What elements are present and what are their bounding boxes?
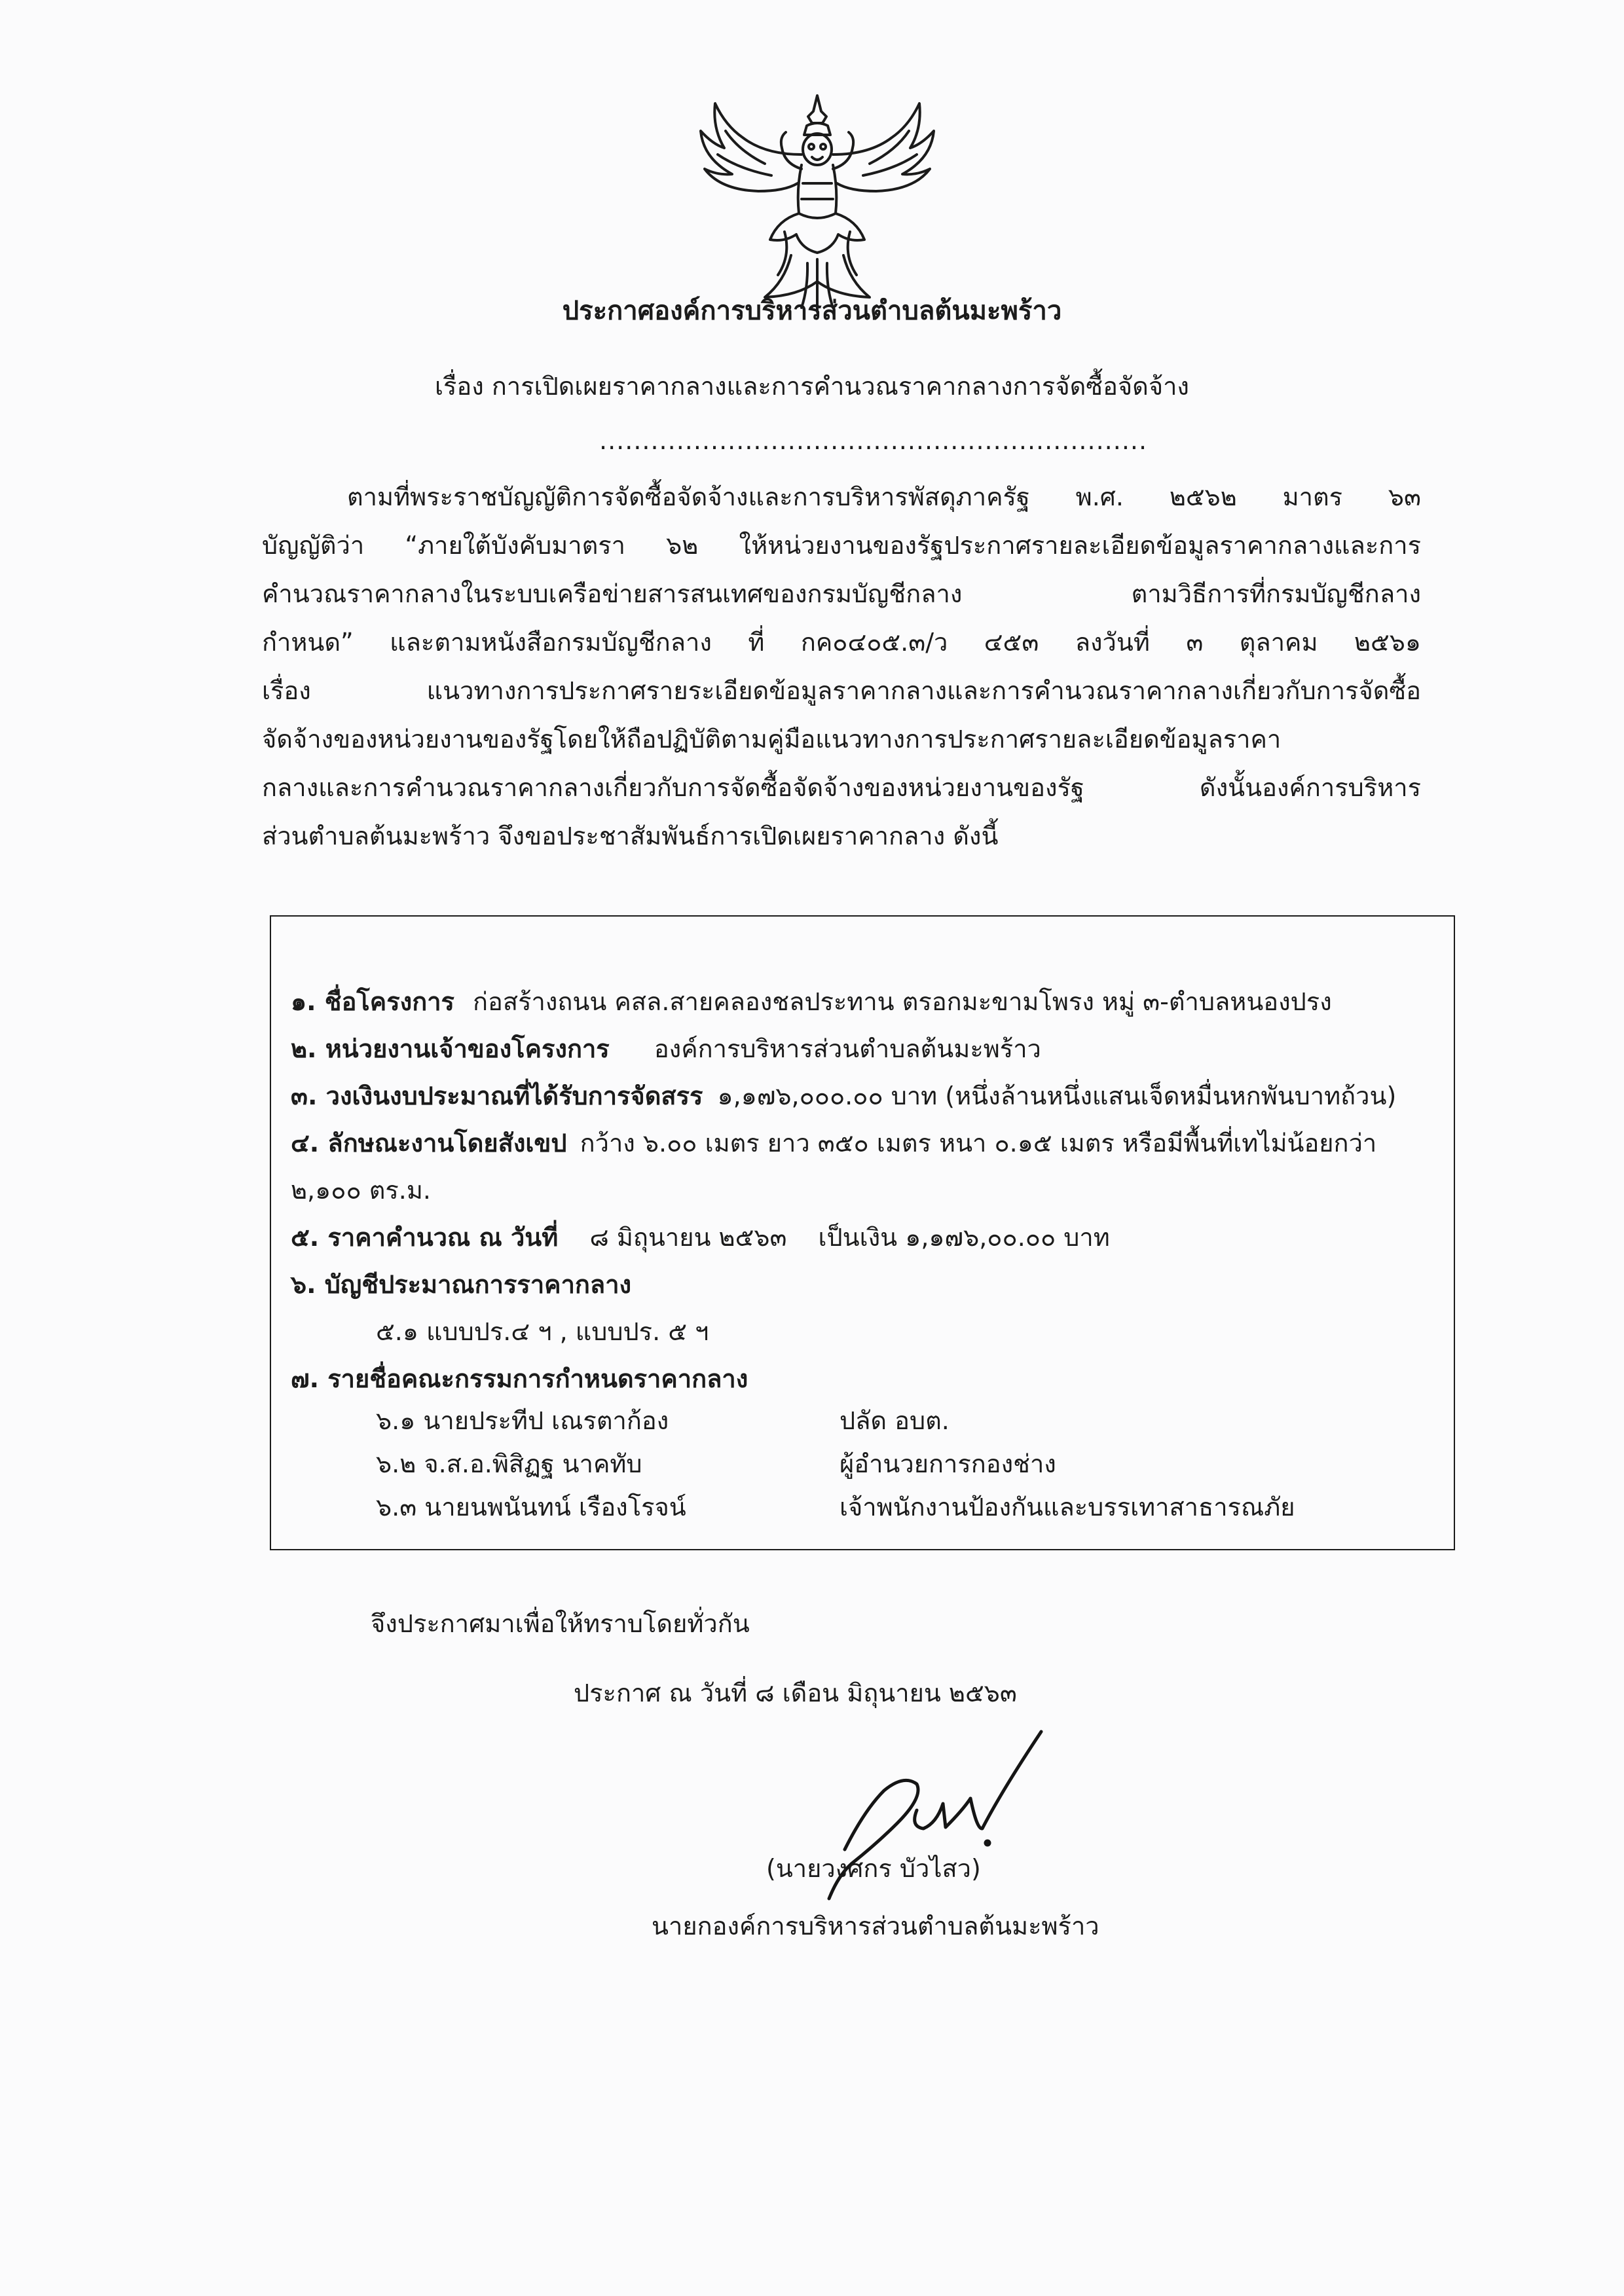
detail-owner-agency	[291, 1029, 1041, 1068]
body-line: ส่วนตำบลต้นมะพร้าว จึงขอประชาสัมพันธ์การเปิดเผยราคากลาง ดังนี้	[262, 822, 999, 850]
announcement-date: ประกาศ ณ วันที่ ๘ เดือน มิถุนายน ๒๕๖๓	[574, 1679, 1017, 1707]
body-paragraph	[262, 473, 1421, 860]
committee-member-position: เจ้าพนักงานป้องกันและบรรเทาสาธารณภัย	[840, 1493, 1295, 1522]
body-line: บัญญัติว่า “ภายใต้บังคับมาตรา ๖๒ ให้หน่วยงานของรัฐประกาศรายละเอียดข้อมูลราคากลางและการ	[262, 531, 1421, 560]
detail-value: ๑,๑๗๖,๐๐๐.๐๐ บาท (หนึ่งล้านหนึ่งแสนเจ็ดหมื่นหกพันบาทถ้วน)	[717, 1082, 1397, 1110]
detail-value: กว้าง ๖.๐๐ เมตร ยาว ๓๕๐ เมตร หนา ๐.๑๕ เมตร หรือมีพื้นที่เทไม่น้อยกว่า	[580, 1129, 1377, 1157]
body-line: กลางและการคำนวณราคากลางเกี่ยวกับการจัดซื้อจัดจ้างของหน่วยงานของรัฐ ดังนั้นองค์การบริหาร	[262, 773, 1421, 802]
detail-label: ๗. รายชื่อคณะกรรมการกำหนดราคากลาง	[291, 1364, 748, 1393]
detail-label: ๑. ชื่อโครงการ	[291, 987, 454, 1016]
detail-project-name	[291, 982, 1332, 1021]
detail-label: ๕. ราคาคำนวณ ณ วันที่	[291, 1223, 559, 1252]
detail-label: ๖. บัญชีประมาณการราคากลาง	[291, 1270, 632, 1299]
committee-member-position: ปลัด อบต.	[840, 1406, 950, 1435]
detail-committee	[291, 1359, 748, 1398]
body-line: กำหนด” และตามหนังสือกรมบัญชีกลาง ที่ กค๐๔๐๕.๓/ว ๔๕๓ ลงวันที่ ๓ ตุลาคม ๒๕๖๑	[262, 628, 1421, 657]
dotted-separator: ................................................................	[599, 426, 1148, 455]
detail-estimate-forms: ๕.๑ แบบปร.๔ ฯ , แบบปร. ๕ ฯ	[376, 1317, 709, 1346]
committee-member-position: ผู้อำนวยการกองช่าง	[840, 1449, 1056, 1478]
announcement-subject: เรื่อง การเปิดเผยราคากลางและการคำนวณราคากลางการจัดซื้อจัดจ้าง	[435, 372, 1189, 401]
closing-announcement: จึงประกาศมาเพื่อให้ทราบโดยทั่วกัน	[371, 1609, 750, 1638]
detail-value: องค์การบริหารส่วนตำบลต้นมะพร้าว	[654, 1034, 1041, 1063]
detail-budget	[291, 1076, 1396, 1116]
detail-label: ๓. วงเงินงบประมาณที่ได้รับการจัดสรร	[291, 1082, 703, 1110]
announcement-title: ประกาศองค์การบริหารส่วนตำบลต้นมะพร้าว	[562, 296, 1062, 326]
detail-calculated-price	[291, 1218, 1110, 1257]
committee-member-name: ๖.๑ นายประทีป เณรตาก้อง	[376, 1406, 669, 1435]
detail-label: ๔. ลักษณะงานโดยสังเขป	[291, 1129, 567, 1157]
committee-member-name: ๖.๒ จ.ส.อ.พิสิฏฐ นาคทับ	[376, 1449, 642, 1478]
signer-name: (นายวงศกร บัวไสว)	[766, 1854, 981, 1883]
body-line: เรื่อง แนวทางการประกาศรายระเอียดข้อมูลราคากลางและการคำนวณราคากลางเกี่ยวกับการจัดซื้อ	[262, 676, 1421, 705]
committee-member-name: ๖.๓ นายนพนันทน์ เรืองโรจน์	[376, 1493, 686, 1522]
detail-amount: เป็นเงิน ๑,๑๗๖,๐๐.๐๐ บาท	[818, 1223, 1110, 1252]
body-line: ตามที่พระราชบัญญัติการจัดซื้อจัดจ้างและการบริหารพัสดุภาครัฐ พ.ศ. ๒๕๖๒ มาตร ๖๓	[347, 483, 1421, 511]
detail-date: ๘ มิถุนายน ๒๕๖๓	[589, 1223, 787, 1252]
signer-title: นายกองค์การบริหารส่วนตำบลต้นมะพร้าว	[652, 1912, 1099, 1941]
detail-work-summary	[291, 1123, 1376, 1163]
garuda-emblem-icon	[686, 92, 948, 318]
project-details-box	[270, 915, 1455, 1550]
detail-label: ๒. หน่วยงานเจ้าของโครงการ	[291, 1034, 610, 1063]
detail-work-summary-cont: ๒,๑๐๐ ตร.ม.	[291, 1176, 432, 1205]
detail-value: ก่อสร้างถนน คสล.สายคลองชลประทาน ตรอกมะขามโพรง หมู่ ๓-ตำบลหนองปรง	[473, 987, 1332, 1016]
body-line: จัดจ้างของหน่วยงานของรัฐโดยให้ถือปฏิบัติตามคู่มือแนวทางการประกาศรายละเอียดข้อมูลราคา	[262, 725, 1282, 754]
body-line: คำนวณราคากลางในระบบเครือข่ายสารสนเทศของกรมบัญชีกลาง ตามวิธีการที่กรมบัญชีกลาง	[262, 579, 1421, 608]
detail-estimate-list	[291, 1265, 631, 1304]
